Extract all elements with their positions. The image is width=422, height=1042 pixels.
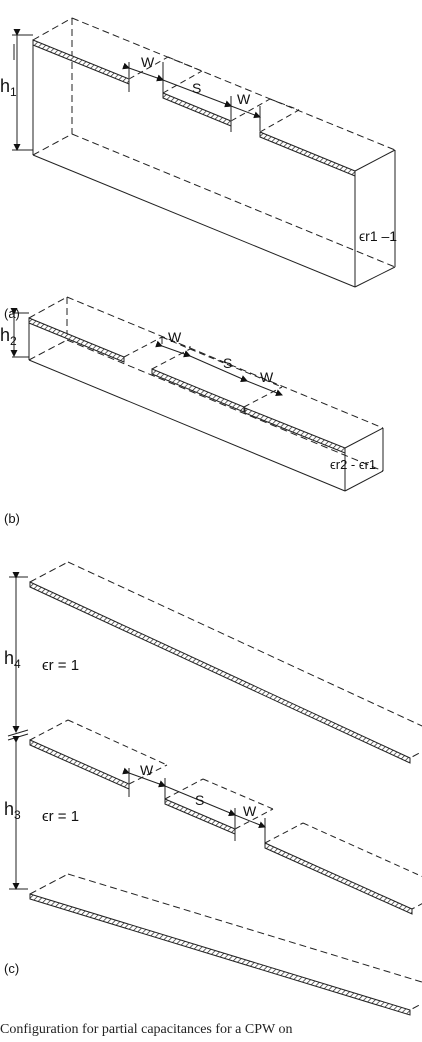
panel-a-w2-label: W [237, 91, 251, 107]
panel-b-s-label: S [223, 355, 233, 371]
panel-c-bottom-height-label: $h_3$ [4, 799, 21, 822]
panel-b-center-strip [152, 369, 244, 412]
panel-a-s-label: S [192, 80, 202, 96]
panel-b-height-label: $h_2$ [0, 325, 17, 348]
panel-a-left-ground-strip [33, 40, 129, 84]
panel-b-w2-label: W [260, 369, 274, 385]
figure-caption: Configuration for partial capacitances for a CPW on [0, 1022, 293, 1037]
panel-b-left-ground-strip [29, 318, 124, 362]
panel-c [8, 562, 422, 1015]
panel-b-right-ground-strip [245, 408, 345, 453]
panel-c-right-ground-strip [265, 843, 412, 914]
panel-a-height-label: $h_1$ [0, 76, 17, 99]
panel-b-dielectric-label: ϵr2 - ϵr1 [330, 457, 377, 472]
panel-a-box [33, 18, 398, 287]
panel-b [12, 297, 383, 491]
panel-a-dielectric-label: ϵr1 –1 [359, 228, 398, 244]
panel-b-dimensions [12, 313, 282, 395]
panel-c-bottom-dielectric-label: ϵr = 1 [42, 808, 80, 825]
panel-a-dimensions [12, 35, 260, 150]
panel-c-w2-label: W [243, 803, 257, 819]
panel-c-left-ground-strip [30, 740, 129, 789]
panel-c-s-label: S [195, 792, 205, 808]
panel-c-bottom-plane [30, 874, 422, 1015]
panel-b-tag: (b) [4, 511, 20, 526]
panel-c-top-height-label: $h_4$ [4, 648, 21, 671]
panel-a-conductors [33, 40, 355, 176]
panel-c-dimensions [8, 577, 265, 889]
panel-a-center-strip [163, 93, 231, 126]
panel-c-w1-label: W [140, 762, 154, 778]
panel-a-right-ground-strip [260, 132, 355, 176]
panel-a-w1-label: W [141, 54, 155, 70]
panel-b-w1-label: W [168, 329, 182, 345]
panel-c-top-dielectric-label: ϵr = 1 [42, 657, 80, 674]
panel-a-tag: (a) [4, 306, 20, 321]
panel-c-cpw-layer [30, 720, 422, 914]
panel-c-tag: (c) [4, 961, 20, 976]
panel-c-top-plane [30, 562, 422, 763]
panel-b-conductors [29, 318, 345, 453]
panel-a [12, 18, 398, 287]
